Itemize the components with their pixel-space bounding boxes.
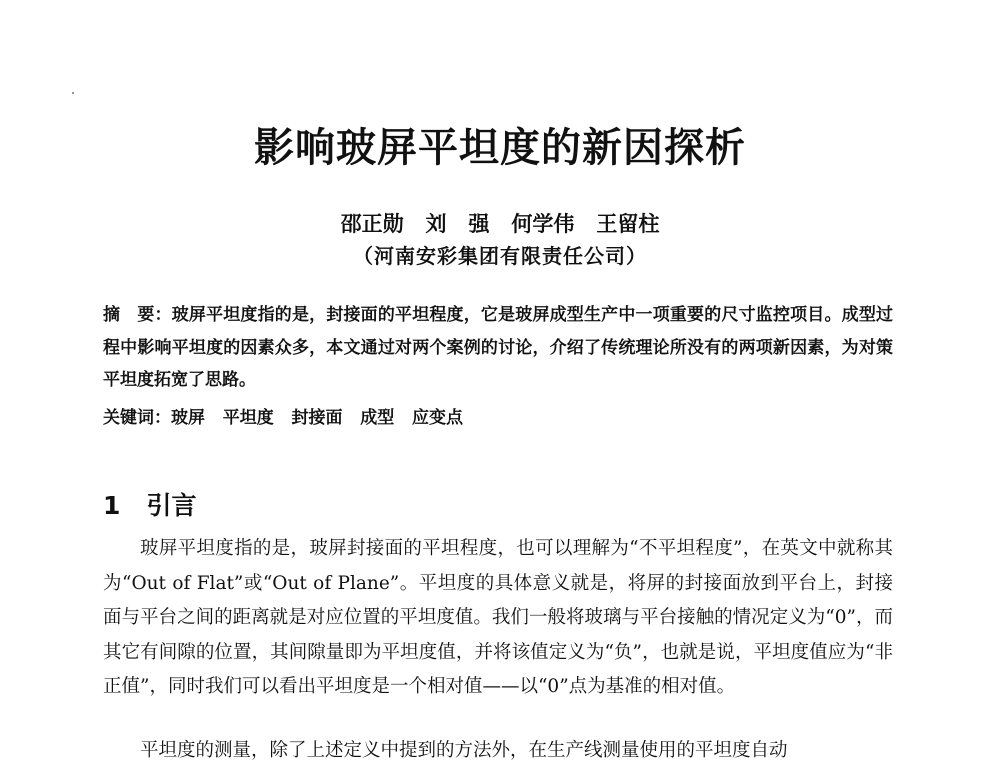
section-heading <box>103 486 197 522</box>
affiliation: （河南安彩集团有限责任公司） <box>353 244 647 268</box>
author-list: 邵正勋 刘 强 何学伟 王留柱 <box>340 211 660 236</box>
paper-title: 影响玻屏平坦度的新因探析 <box>254 125 746 171</box>
body-paragraph-2: 平坦度的测量，除了上述定义中提到的方法外，在生产线测量使用的平坦度自动 <box>140 740 788 761</box>
body-paragraph-1: 玻屏平坦度指的是，玻屏封接面的平坦程度，也可以理解为“不平坦程度”，在英文中就称其为“Out of Flat”或“Out of Plane”。平坦度的具体意义就是，将屏的封接面放到平台上，封接面与平台之间的距离就是对应位置的平坦度值。我们一般将玻璃与平台接触的情况定义为“0”，而其它有间隙的位置，其间隙量即为平坦度值，并将该值定义为“负”，也就是说，平坦度值应为“非正值”，同时我们可以看出平坦度是一个相对值——以“0”点为基准的相对值。 <box>103 538 893 697</box>
keywords-label: 关键词： <box>103 408 171 428</box>
abstract-label: 摘 要： <box>103 305 172 325</box>
abstract-block <box>103 299 893 397</box>
section-title: 引言 <box>146 491 197 520</box>
scan-speck <box>72 92 74 94</box>
keywords-block <box>103 403 893 428</box>
keywords-text: 玻屏 平坦度 封接面 成型 应变点 <box>171 408 464 428</box>
abstract-text: 玻屏平坦度指的是，封接面的平坦程度，它是玻屏成型生产中一项重要的尺寸监控项目。成型过程中影响平坦度的因素众多，本文通过对两个案例的讨论，介绍了传统理论所没有的两项新因素，为对策平坦度拓宽了思路。 <box>103 305 894 390</box>
section-number: 1 <box>103 491 121 520</box>
